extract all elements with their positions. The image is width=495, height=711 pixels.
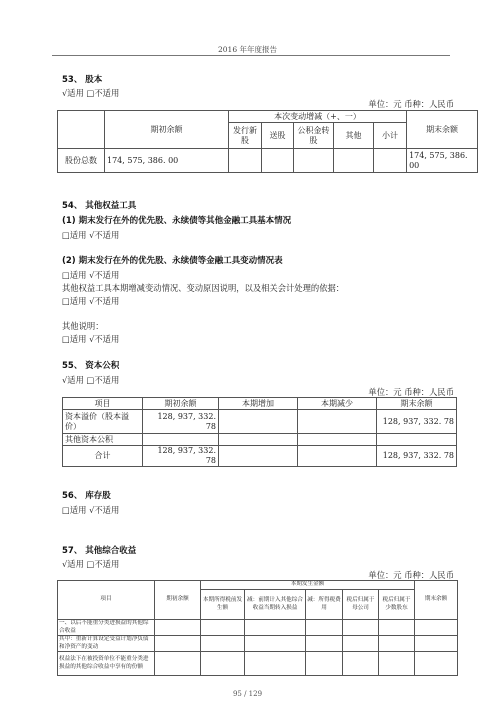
header-minority: 税后归属于少数股东 [379,590,415,620]
header-decrease: 本期减少 [298,398,377,410]
section-57-applicable: √适用 □不适用 [62,559,120,569]
page-number: 95 / 129 [232,690,263,698]
section-56-applicable: □适用 √不适用 [62,505,120,515]
capital-reserve-table [62,397,457,467]
section-53-applicable: √适用 □不适用 [62,88,120,98]
header-new-shares: 发行新股 [229,123,262,149]
table-row-decrease [298,410,377,434]
section-54-sub2-applicable: □适用 √不适用 [62,270,120,280]
share-capital-table [57,110,478,173]
header-item: 项目 [63,398,143,410]
table-row-closing [377,434,457,446]
table-row-closing: 128, 937, 332. 78 [377,446,457,467]
table-row-opening: 128, 937, 332. 78 [143,410,219,434]
row-label: 股份总数 [58,149,105,173]
cell-subtotal [374,149,407,173]
section-54-sub1: (1) 期末发行在外的优先股、永续债等其他金融工具基本情况 [62,216,292,226]
cell-opening: 174, 575, 386. 00 [105,149,229,173]
table-row-item: 其中：重新计算设定受益计划净负债和净资产的变动 [58,636,155,652]
section-57-title: 57、 其他综合收益 [62,546,137,556]
cell-new-shares [229,149,262,173]
header-divider [52,55,450,56]
header-opening: 期初余额 [105,111,229,149]
section-56-title: 56、 库存股 [62,491,111,501]
section-54-note-applicable: □适用 √不适用 [62,296,120,306]
header-pretax: 本期所得税前发生额 [201,590,245,620]
header-parent: 税后归属于母公司 [343,590,379,620]
section-55-title: 55、 资本公积 [62,361,120,371]
section-53-title: 53、 股本 [62,75,103,85]
table-row-increase [219,446,298,467]
header-blank-cell [58,111,105,149]
table-row-opening: 128, 937, 332. 78 [143,446,219,467]
section-54-other-applicable: □适用 √不适用 [62,334,120,344]
header-opening: 期初余额 [155,581,201,620]
cell-bonus-shares [262,149,294,173]
section-54-title: 54、 其他权益工具 [62,201,137,211]
section-54-note: 其他权益工具本期增减变动情况、变动原因说明，以及相关会计处理的依据： [62,283,345,293]
table-row-item: 权益法下在被投资单位不能重分类进损益的其他综合收益中享有的份额 [58,652,155,676]
table-row-increase [219,410,298,434]
header-reserve-conversion: 公积金转股 [294,123,334,149]
table-row-item: 合计 [63,446,143,467]
cell-other [334,149,374,173]
header-income-tax: 减：所得税费用 [306,590,343,620]
header-closing: 期末余额 [377,398,457,410]
table-row-decrease [298,446,377,467]
header-item: 项目 [58,581,155,620]
header-subtotal: 小计 [374,123,407,149]
header-bonus-shares: 送股 [262,123,294,149]
section-55-applicable: √适用 □不适用 [62,375,120,385]
page-header: 2016 年年度报告 [218,45,277,54]
section-57-unit: 单位：元 币种：人民币 [368,570,454,580]
header-closing: 期末余额 [415,581,458,620]
cell-reserve-conversion [294,149,334,173]
header-change: 本次变动增减（+、一） [229,111,407,123]
header-other: 其他 [334,123,374,149]
header-period-amount: 本期发生金额 [201,581,415,590]
other-comprehensive-income-table [57,580,458,676]
table-row-item: 其他资本公积 [63,434,143,446]
header-opening: 期初余额 [143,398,219,410]
section-54-other-label: 其他说明： [62,321,104,331]
header-increase: 本期增加 [219,398,298,410]
cell-closing: 174, 575, 386. 00 [407,149,478,173]
section-54-sub2: (2) 期末发行在外的优先股、永续债等金融工具变动情况表 [62,256,283,266]
header-closing: 期末余额 [407,111,478,149]
table-row-decrease [298,434,377,446]
table-row-closing: 128, 937, 332. 78 [377,410,457,434]
section-55-unit: 单位：元 币种：人民币 [368,387,454,397]
header-prior-transfer: 减：前期计入其他综合收益当期转入损益 [245,590,306,620]
table-row-increase [219,434,298,446]
section-54-sub1-applicable: □适用 √不适用 [62,230,120,240]
table-row-opening [143,434,219,446]
table-row-item: 资本溢价（股本溢价） [63,410,143,434]
section-53-unit: 单位：元 币种：人民币 [368,99,454,109]
table-row-item: 一、以后不能重分类进损益的其他综合收益 [58,620,155,636]
